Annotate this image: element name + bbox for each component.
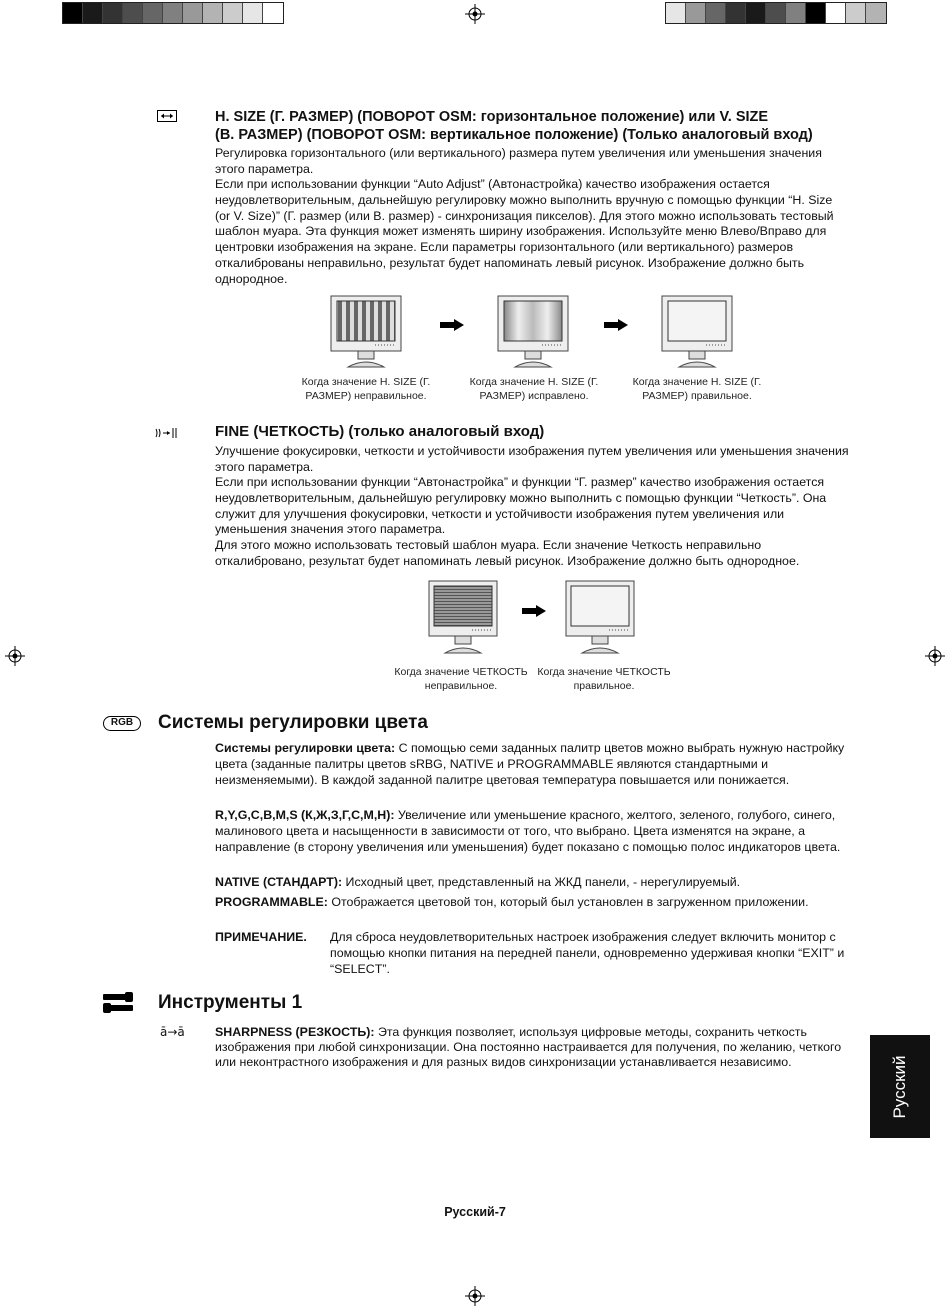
hsize-caption-adjusted: Когда значение H. SIZE (Г. РАЗМЕР) исправлено. bbox=[469, 376, 599, 402]
right-grayscale-bar bbox=[665, 2, 887, 24]
registration-mark-right bbox=[925, 646, 945, 666]
hsize-paragraph-1: Регулировка горизонтального (или вертикального) размера путем увеличения или уменьшения значения этого параметра. bbox=[215, 146, 822, 176]
arrow-right-icon bbox=[522, 605, 546, 617]
arrow-right-icon bbox=[440, 319, 464, 331]
sharpness-icon: ā→ā bbox=[160, 1025, 185, 1039]
fine-caption-incorrect: Когда значение ЧЕТКОСТЬ неправильное. bbox=[394, 666, 528, 692]
color-p1-label: Системы регулировки цвета: bbox=[215, 741, 396, 755]
registration-mark-top bbox=[465, 4, 485, 24]
registration-mark-bottom bbox=[465, 1286, 485, 1306]
color-paragraph-4 bbox=[215, 895, 850, 911]
color-p1-text: С помощью семи заданных палитр цветов можно выбрать нужную настройку цвета (заданные палитры цветов sRBG, NATIVE и PROGRAMMABLE являются стандартными и неизменяемыми). В каждой заданной палитре цветовая температура повышается или понижается. bbox=[215, 741, 845, 787]
registration-mark-left bbox=[5, 646, 25, 666]
color-p2-text: Увеличение или уменьшение красного, желтого, зеленого, голубого, синего, малинового цвета и насыщенности в зависимости от того, что выбрано. Цвета изменятся на экране, а направление (в сторону увеличения или уменьшения) будет показано с помощью полос индикаторов цвета. bbox=[215, 808, 841, 854]
note-label: ПРИМЕЧАНИЕ. bbox=[215, 930, 307, 944]
fine-adjust-icon bbox=[155, 427, 179, 439]
hsize-caption-incorrect: Когда значение H. SIZE (Г. РАЗМЕР) неправильное. bbox=[301, 376, 431, 402]
fine-title: FINE (ЧЕТКОСТЬ) (только аналоговый вход) bbox=[215, 423, 545, 440]
hsize-title-line2: (В. РАЗМЕР) (ПОВОРОТ OSM: вертикальное положение) (Только аналоговый вход) bbox=[215, 127, 813, 143]
color-p4-text: Отображается цветовой тон, который был установлен в загруженном приложении. bbox=[327, 895, 809, 909]
left-grayscale-bar bbox=[62, 2, 284, 24]
arrow-right-icon bbox=[604, 319, 628, 331]
monitor-fine-correct bbox=[565, 580, 635, 656]
sharpness-paragraph bbox=[215, 1025, 850, 1070]
note-text: Для сброса неудовлетворительных настроек изображения следует включить монитор с помощью кнопки питания на передней панели, одновременно удерживая кнопки “EXIT” и “SELECT”. bbox=[330, 930, 845, 976]
horizontal-resize-icon bbox=[157, 110, 177, 122]
hsize-caption-correct: Когда значение H. SIZE (Г. РАЗМЕР) правильное. bbox=[632, 376, 762, 402]
monitor-moire-correct bbox=[661, 295, 733, 370]
color-paragraph-1 bbox=[215, 741, 850, 788]
color-p3-label: NATIVE (СТАНДАРТ): bbox=[215, 875, 343, 889]
color-p2-label: R,Y,G,C,B,M,S (К,Ж,З,Г,С,М,Н): bbox=[215, 808, 395, 822]
color-paragraph-2 bbox=[215, 808, 850, 855]
sharpness-label: SHARPNESS (РЕЗКОСТЬ): bbox=[215, 1025, 375, 1039]
color-p4-label: PROGRAMMABLE: bbox=[215, 895, 328, 909]
tools-icon bbox=[103, 992, 135, 1014]
hsize-title-line1: H. SIZE (Г. РАЗМЕР) (ПОВОРОТ OSM: горизонтальное положение) или V. SIZE bbox=[215, 109, 769, 125]
language-tab bbox=[870, 1035, 930, 1138]
hsize-paragraph-2: Если при использовании функции “Auto Adjust” (Автонастройка) качество изображения остается неудовлетворительным, дальнейшую регулировку можно выполнить вручную с помощью функции “H. Size (or V. Size)” (Г. размер (или В. размер) - синхронизация пикселов). Для этого можно использовать тестовый шаблон муара. Эта функция может изменять ширину изображения. Используйте меню Влево/Вправо для центровки изображения на экране. Если параметры горизонтального (или вертикального) размеров откалиброваны неправильно, результат будет напоминать левый рисунок. Изображение должно быть однородное. bbox=[215, 177, 834, 286]
tools-section-title: Инструменты 1 bbox=[158, 992, 303, 1013]
fine-paragraph-3: Для этого можно использовать тестовый шаблон муара. Если значение Четкость неправильно откалибровано, результат будет напоминать левый рисунок. Изображение должно быть однородное. bbox=[215, 538, 800, 568]
page-number: Русский-7 bbox=[444, 1205, 506, 1219]
rgb-icon: RGB bbox=[103, 716, 141, 731]
monitor-moire-incorrect bbox=[330, 295, 402, 370]
fine-paragraph-2: Если при использовании функции “Автонастройка” и функции “Г. размер” качество изображения остается неудовлетворительным, дальнейшую регулировку можно выполнить с помощью функции “Четкость”. Она служит для улучшения фокусировки, четкости и устойчивости изображения путем увеличения или уменьшения значения этого параметра. bbox=[215, 475, 827, 537]
monitor-moire-adjusted bbox=[497, 295, 569, 370]
sharpness-text: Эта функция позволяет, используя цифровые методы, сохранить четкость изображения при любой синхронизации. Она постоянно настраивается для получения, по желанию, четкого или неконтрастного изображения и для разных видов синхронизации устанавливается независимо. bbox=[215, 1025, 842, 1069]
fine-paragraph-1: Улучшение фокусировки, четкости и устойчивости изображения путем увеличения или уменьшения значения этого параметра. bbox=[215, 444, 849, 474]
language-tab-label: Русский bbox=[890, 1054, 909, 1119]
fine-caption-correct: Когда значение ЧЕТКОСТЬ правильное. bbox=[537, 666, 671, 692]
color-p3-text: Исходный цвет, представленный на ЖКД панели, - нерегулируемый. bbox=[342, 875, 741, 889]
color-section-title: Системы регулировки цвета bbox=[158, 712, 428, 733]
monitor-fine-incorrect bbox=[428, 580, 498, 656]
color-paragraph-3 bbox=[215, 875, 850, 891]
